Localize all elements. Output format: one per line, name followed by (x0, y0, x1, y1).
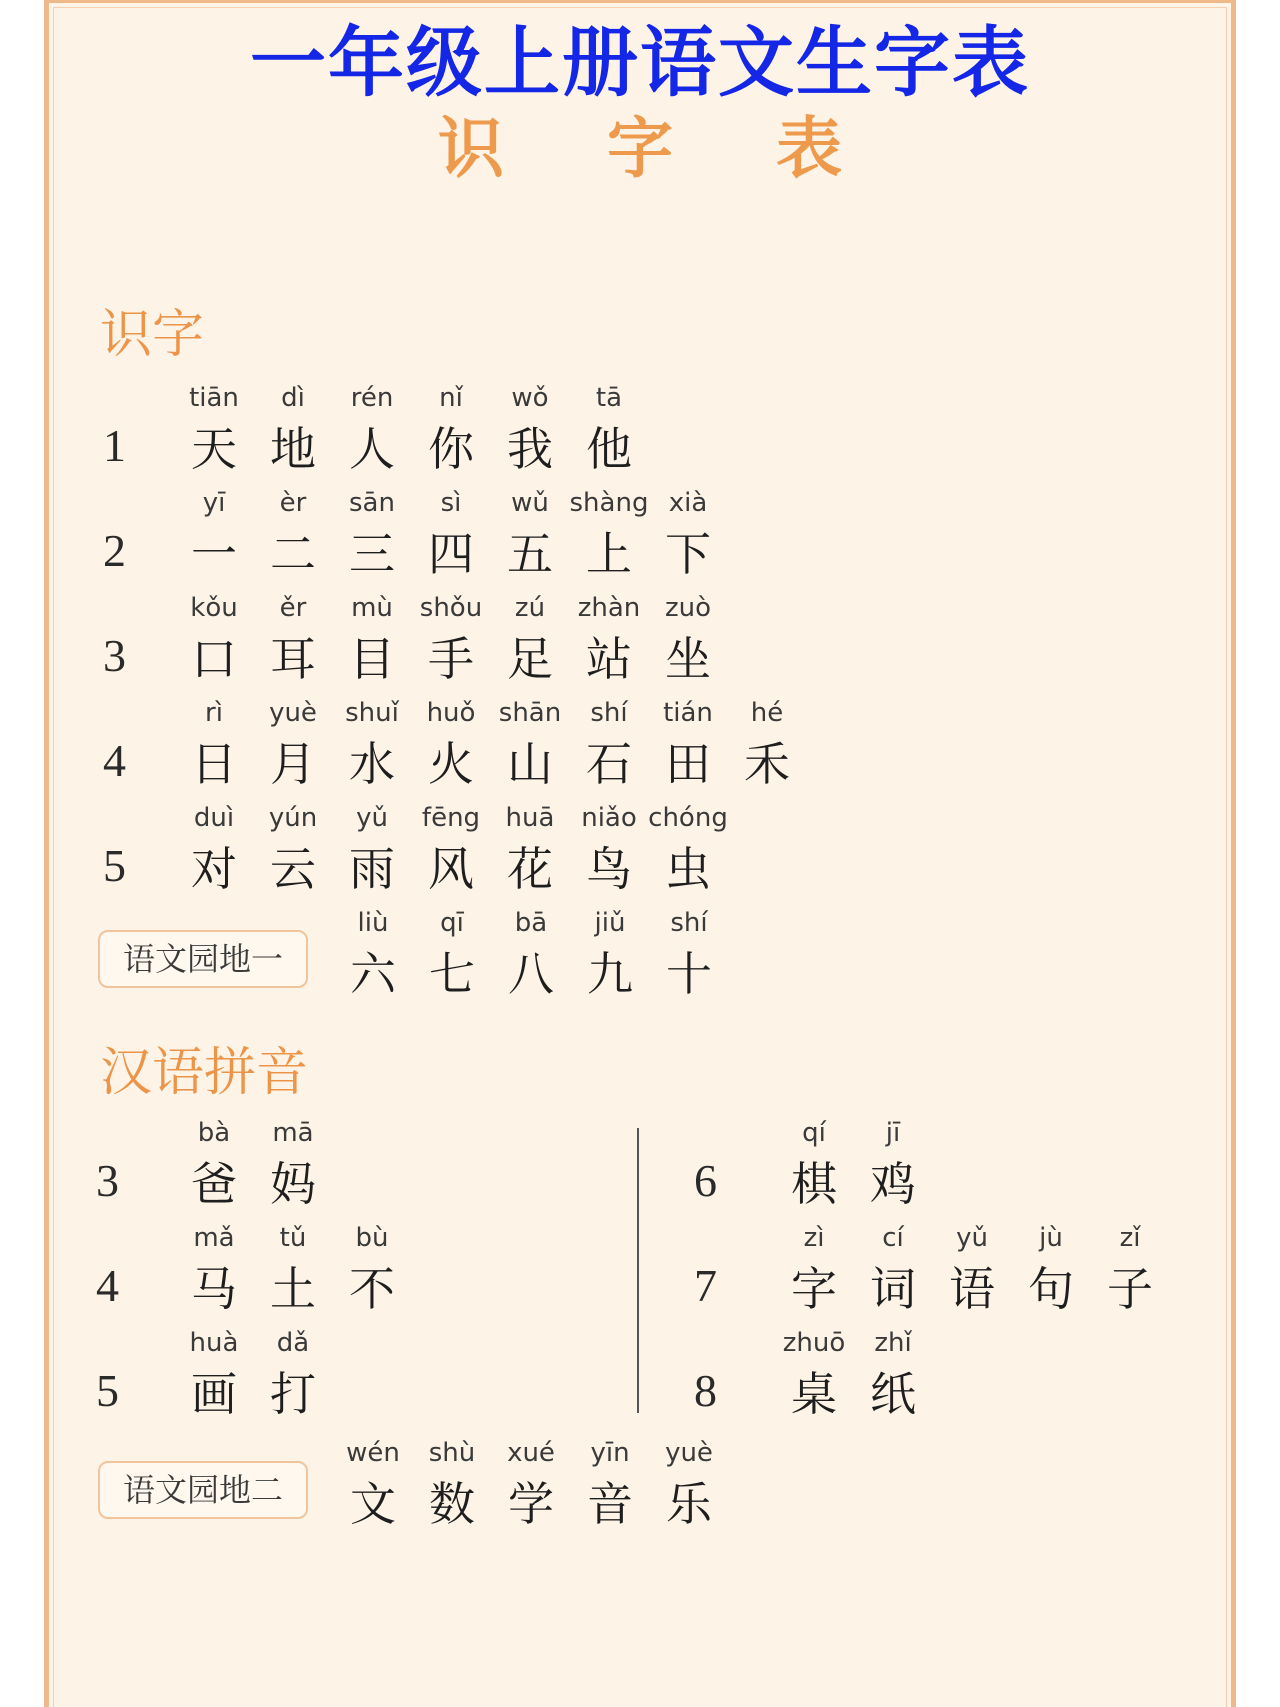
character-cell (1090, 1223, 1170, 1317)
pinyin-label: mù (351, 593, 393, 623)
section-heading-shizi: 识字 (100, 305, 205, 365)
lesson-number: 5 (103, 840, 126, 891)
pinyin-label: dì (281, 383, 305, 413)
pinyin-label: tiān (189, 383, 239, 413)
character-cell (174, 488, 254, 582)
hanzi-character: 月 (270, 737, 316, 791)
pinyin-label: wǒ (511, 383, 549, 413)
pinyin-label: shàng (569, 488, 649, 518)
character-cell (648, 803, 728, 897)
hanzi-character: 上 (586, 527, 632, 581)
pinyin-label: kǒu (190, 593, 238, 623)
hanzi-character: 八 (508, 947, 554, 1001)
pinyin-label: rì (205, 698, 223, 728)
character-cell (411, 698, 491, 792)
page-title: 一年级上册语文生字表 (250, 18, 1030, 107)
hanzi-character: 石 (586, 737, 632, 791)
pinyin-label: yǔ (956, 1223, 988, 1253)
hanzi-character: 文 (350, 1477, 396, 1531)
character-cell (332, 383, 412, 477)
character-cell (648, 593, 728, 687)
lesson-number: 5 (96, 1365, 119, 1416)
hanzi-character: 画 (191, 1367, 237, 1421)
pinyin-label: zhàn (577, 593, 641, 623)
hanzi-character: 子 (1107, 1262, 1153, 1316)
pinyin-label: zhuō (782, 1328, 846, 1358)
hanzi-character: 音 (587, 1477, 633, 1531)
pinyin-label: bā (514, 908, 548, 938)
character-cell (174, 593, 254, 687)
hanzi-character: 四 (428, 527, 474, 581)
pinyin-label: shān (498, 698, 562, 728)
character-cell (174, 1328, 254, 1422)
pinyin-label: jù (1039, 1223, 1063, 1253)
pinyin-label: huǒ (426, 698, 476, 728)
character-cell (333, 908, 413, 1002)
character-cell (332, 488, 412, 582)
character-cell (253, 803, 333, 897)
hanzi-character: 火 (428, 737, 474, 791)
hanzi-character: 足 (507, 632, 553, 686)
hanzi-character: 学 (508, 1477, 554, 1531)
character-row (174, 488, 727, 588)
hanzi-character: 目 (349, 632, 395, 686)
character-cell (333, 1438, 413, 1532)
pinyin-label: zǐ (1119, 1223, 1141, 1253)
pinyin-label: qí (802, 1118, 826, 1148)
pinyin-label: tián (663, 698, 713, 728)
character-cell (174, 1118, 254, 1212)
character-cell (174, 383, 254, 477)
character-cell (649, 1438, 729, 1532)
character-cell (570, 1438, 650, 1532)
character-cell (932, 1223, 1012, 1317)
pinyin-label: yǔ (356, 803, 388, 833)
character-cell (491, 1438, 571, 1532)
character-row (174, 698, 806, 798)
character-cell (774, 1328, 854, 1422)
character-cell (774, 1223, 854, 1317)
hanzi-character: 他 (586, 422, 632, 476)
pinyin-label: dǎ (276, 1328, 310, 1358)
hanzi-character: 田 (665, 737, 711, 791)
lesson-number: 4 (96, 1260, 119, 1311)
hanzi-character: 天 (191, 422, 237, 476)
hanzi-character: 打 (270, 1367, 316, 1421)
pinyin-label: shǒu (419, 593, 483, 623)
hanzi-character: 桌 (791, 1367, 837, 1421)
character-cell (853, 1328, 933, 1422)
character-row (774, 1118, 932, 1218)
pinyin-label: chóng (648, 803, 728, 833)
hanzi-character: 句 (1028, 1262, 1074, 1316)
pinyin-label: hé (750, 698, 784, 728)
hanzi-character: 下 (665, 527, 711, 581)
section-heading-pinyin: 汉语拼音 (100, 1043, 309, 1103)
pinyin-label: shù (428, 1438, 476, 1468)
hanzi-character: 我 (507, 422, 553, 476)
pinyin-label: shí (590, 698, 628, 728)
character-cell (490, 383, 570, 477)
character-cell (727, 698, 807, 792)
chinese-garden-tag[interactable]: 语文园地二 (98, 1461, 308, 1519)
pinyin-label: sì (440, 488, 462, 518)
character-cell (253, 383, 333, 477)
lesson-number: 8 (694, 1365, 717, 1416)
hanzi-character: 不 (349, 1262, 395, 1316)
pinyin-label: fēng (421, 803, 481, 833)
character-cell (412, 1438, 492, 1532)
hanzi-character: 爸 (191, 1157, 237, 1211)
pinyin-label: zú (514, 593, 546, 623)
pinyin-label: ěr (279, 593, 307, 623)
pinyin-label: wǔ (511, 488, 549, 518)
hanzi-character: 水 (349, 737, 395, 791)
hanzi-character: 词 (870, 1262, 916, 1316)
pinyin-label: jiǔ (594, 908, 626, 938)
character-row (333, 908, 728, 1008)
character-cell (412, 908, 492, 1002)
character-cell (490, 698, 570, 792)
pinyin-label: huā (505, 803, 555, 833)
pinyin-label: shuǐ (345, 698, 399, 728)
lesson-number: 1 (103, 420, 126, 471)
hanzi-character: 人 (349, 422, 395, 476)
hanzi-character: 二 (270, 527, 316, 581)
pinyin-label: yī (202, 488, 226, 518)
hanzi-character: 五 (507, 527, 553, 581)
character-cell (490, 488, 570, 582)
pinyin-label: jī (885, 1118, 901, 1148)
pinyin-label: tā (595, 383, 623, 413)
hanzi-character: 花 (507, 842, 553, 896)
character-row (333, 1438, 728, 1538)
pinyin-label: duì (193, 803, 235, 833)
column-divider (637, 1128, 639, 1413)
hanzi-character: 手 (428, 632, 474, 686)
character-cell (411, 593, 491, 687)
character-cell (774, 1118, 854, 1212)
hanzi-character: 六 (350, 947, 396, 1001)
character-cell (332, 803, 412, 897)
hanzi-character: 对 (191, 842, 237, 896)
pinyin-label: qī (440, 908, 464, 938)
hanzi-character: 云 (270, 842, 316, 896)
character-cell (648, 488, 728, 582)
character-cell (174, 698, 254, 792)
character-cell (174, 1223, 254, 1317)
hanzi-character: 七 (429, 947, 475, 1001)
pinyin-label: shí (670, 908, 708, 938)
pinyin-label: bù (355, 1223, 389, 1253)
hanzi-character: 乐 (666, 1477, 712, 1531)
character-cell (411, 383, 491, 477)
character-row (174, 593, 727, 693)
hanzi-character: 站 (586, 632, 632, 686)
hanzi-character: 地 (270, 422, 316, 476)
character-cell (649, 908, 729, 1002)
hanzi-character: 虫 (665, 842, 711, 896)
character-row (174, 383, 648, 483)
character-cell (569, 488, 649, 582)
hanzi-character: 耳 (270, 632, 316, 686)
hanzi-character: 九 (587, 947, 633, 1001)
character-cell (332, 698, 412, 792)
pinyin-label: mā (272, 1118, 314, 1148)
character-cell (648, 698, 728, 792)
hanzi-character: 土 (270, 1262, 316, 1316)
hanzi-character: 妈 (270, 1157, 316, 1211)
pinyin-label: huà (189, 1328, 239, 1358)
lesson-number: 2 (103, 525, 126, 576)
character-cell (332, 1223, 412, 1317)
page-subtitle: 识 字 表 (438, 109, 882, 187)
character-cell (570, 908, 650, 1002)
character-row (774, 1328, 932, 1428)
pinyin-label: xué (507, 1438, 555, 1468)
hanzi-character: 坐 (665, 632, 711, 686)
character-cell (1011, 1223, 1091, 1317)
lesson-number: 6 (694, 1155, 717, 1206)
hanzi-character: 数 (429, 1477, 475, 1531)
hanzi-character: 三 (349, 527, 395, 581)
pinyin-label: niǎo (581, 803, 637, 833)
character-cell (253, 698, 333, 792)
hanzi-character: 马 (191, 1262, 237, 1316)
character-row (174, 1328, 332, 1428)
character-cell (174, 803, 254, 897)
lesson-number: 7 (694, 1260, 717, 1311)
character-cell (411, 803, 491, 897)
hanzi-character: 字 (791, 1262, 837, 1316)
pinyin-label: wén (346, 1438, 400, 1468)
pinyin-label: cí (882, 1223, 904, 1253)
hanzi-character: 山 (507, 737, 553, 791)
lesson-number: 3 (103, 630, 126, 681)
character-cell (253, 488, 333, 582)
character-cell (490, 803, 570, 897)
pinyin-label: tǔ (279, 1223, 307, 1253)
character-cell (569, 803, 649, 897)
hanzi-character: 纸 (870, 1367, 916, 1421)
character-cell (253, 1223, 333, 1317)
character-cell (490, 593, 570, 687)
hanzi-character: 雨 (349, 842, 395, 896)
character-row (174, 1223, 411, 1323)
pinyin-label: yún (268, 803, 318, 833)
hanzi-character: 一 (191, 527, 237, 581)
character-cell (253, 593, 333, 687)
pinyin-label: rén (350, 383, 394, 413)
hanzi-character: 鸟 (586, 842, 632, 896)
character-cell (253, 1118, 333, 1212)
pinyin-label: zhǐ (874, 1328, 912, 1358)
pinyin-label: zuò (664, 593, 712, 623)
hanzi-character: 你 (428, 422, 474, 476)
hanzi-character: 口 (191, 632, 237, 686)
pinyin-label: mǎ (193, 1223, 235, 1253)
lesson-number: 3 (96, 1155, 119, 1206)
lesson-number: 4 (103, 735, 126, 786)
hanzi-character: 鸡 (870, 1157, 916, 1211)
pinyin-label: yīn (590, 1438, 630, 1468)
pinyin-label: zì (803, 1223, 825, 1253)
character-row (174, 803, 727, 903)
character-cell (853, 1118, 933, 1212)
hanzi-character: 禾 (744, 737, 790, 791)
pinyin-label: yuè (665, 1438, 713, 1468)
character-cell (569, 698, 649, 792)
character-cell (569, 383, 649, 477)
character-cell (253, 1328, 333, 1422)
pinyin-label: xià (668, 488, 708, 518)
hanzi-character: 日 (191, 737, 237, 791)
character-cell (569, 593, 649, 687)
hanzi-character: 风 (428, 842, 474, 896)
pinyin-label: sān (349, 488, 395, 518)
character-cell (853, 1223, 933, 1317)
character-row (774, 1223, 1169, 1323)
hanzi-character: 棋 (791, 1157, 837, 1211)
pinyin-label: èr (279, 488, 307, 518)
character-cell (332, 593, 412, 687)
character-cell (411, 488, 491, 582)
hanzi-character: 语 (949, 1262, 995, 1316)
character-row (174, 1118, 332, 1218)
pinyin-label: yuè (269, 698, 317, 728)
pinyin-label: nǐ (439, 383, 463, 413)
character-cell (491, 908, 571, 1002)
pinyin-label: bà (197, 1118, 231, 1148)
chinese-garden-tag[interactable]: 语文园地一 (98, 930, 308, 988)
hanzi-character: 十 (666, 947, 712, 1001)
pinyin-label: liù (357, 908, 389, 938)
